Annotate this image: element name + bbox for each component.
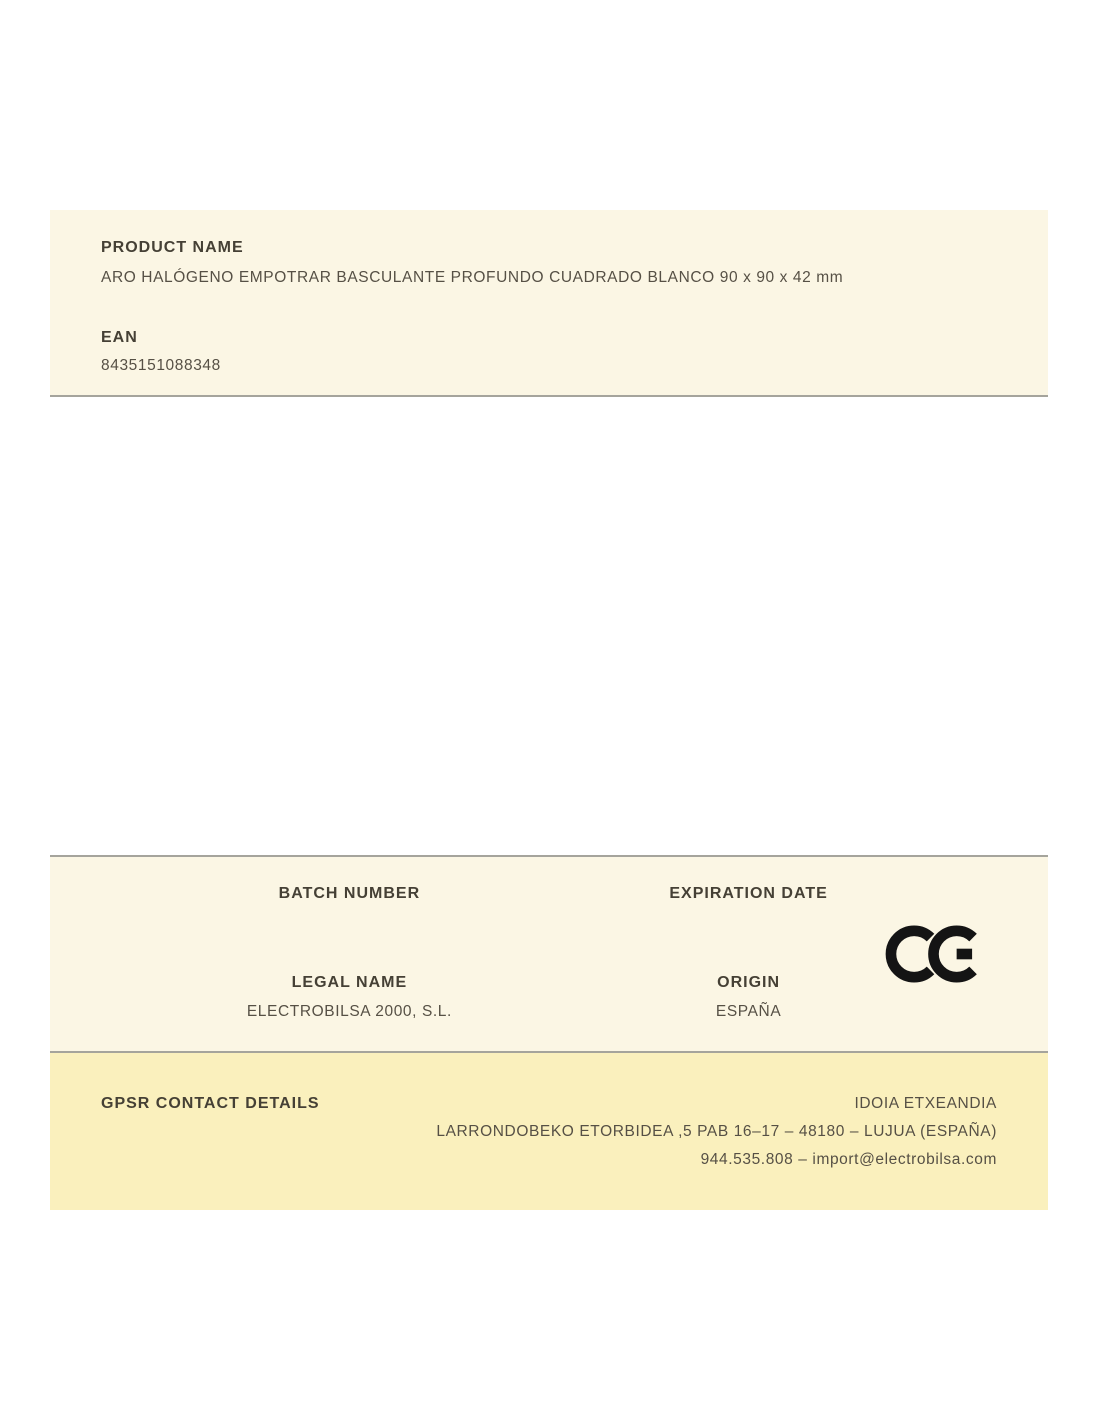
contact-phone-email: 944.535.808 – import@electrobilsa.com xyxy=(700,1151,997,1168)
ean-value: 8435151088348 xyxy=(101,357,221,374)
gpsr-contact-label: GPSR CONTACT DETAILS xyxy=(101,1095,320,1112)
legal-name-value: ELECTROBILSA 2000, S.L. xyxy=(246,1003,452,1020)
legal-name-label: LEGAL NAME xyxy=(291,974,408,991)
contact-person-name: IDOIA ETXEANDIA xyxy=(854,1095,997,1112)
product-name-value: ARO HALÓGENO EMPOTRAR BASCULANTE PROFUNDO CUADRADO BLANCO 90 x 90 x 42 mm xyxy=(101,269,844,286)
ce-mark-icon xyxy=(848,857,1048,1051)
gpsr-contact-card xyxy=(50,1053,1048,1210)
ean-label: EAN xyxy=(101,329,138,346)
origin-value: ESPAÑA xyxy=(715,1003,782,1020)
product-info-card xyxy=(50,210,1048,397)
traceability-card xyxy=(50,855,1048,1053)
traceability-right-column xyxy=(649,857,849,1051)
origin-label: ORIGIN xyxy=(717,974,781,991)
gpsr-contact-lines xyxy=(436,1053,997,1210)
contact-address: LARRONDOBEKO ETORBIDEA ,5 PAB 16–17 – 48180 – LUJUA (ESPAÑA) xyxy=(436,1123,997,1140)
expiration-date-label: EXPIRATION DATE xyxy=(669,885,828,902)
batch-number-label: BATCH NUMBER xyxy=(278,885,421,902)
traceability-left-column xyxy=(50,857,649,1051)
product-name-label: PRODUCT NAME xyxy=(101,239,244,256)
